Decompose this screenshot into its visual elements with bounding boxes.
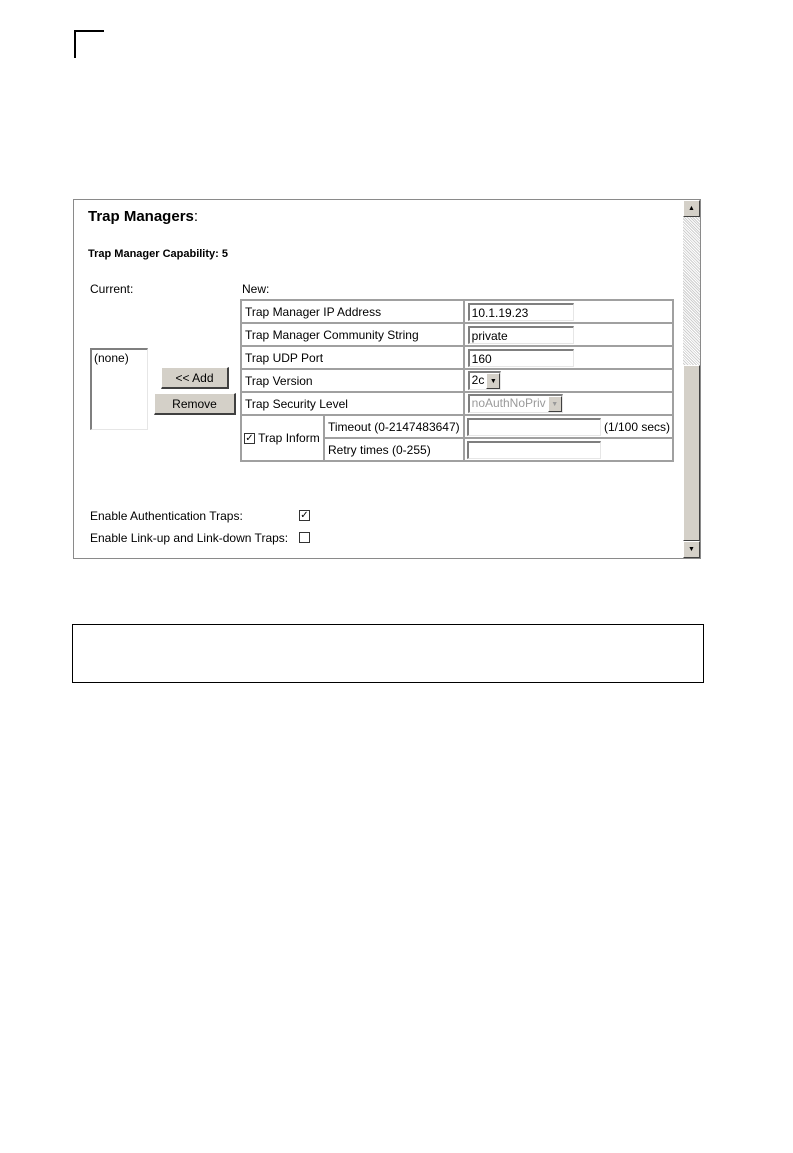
ip-address-row: [241, 300, 673, 323]
udp-port-input[interactable]: 160: [468, 349, 574, 367]
security-level-value: noAuthNoPriv: [471, 396, 546, 410]
community-string-input[interactable]: private: [468, 326, 574, 344]
timeout-unit: (1/100 secs): [603, 419, 671, 434]
page-corner-mark: [74, 30, 104, 58]
retry-label: Retry times (0-255): [324, 438, 464, 461]
scroll-down-icon[interactable]: ▼: [683, 541, 700, 558]
vertical-scrollbar[interactable]: [683, 200, 700, 558]
chevron-down-icon: ▼: [548, 396, 562, 412]
trap-version-select[interactable]: [468, 371, 502, 390]
community-string-label: Trap Manager Community String: [241, 323, 464, 346]
trap-manager-capability: Trap Manager Capability: 5: [88, 248, 228, 260]
scrollbar-track[interactable]: [683, 217, 700, 365]
trap-managers-window: [73, 199, 701, 559]
trap-version-value: 2c: [471, 373, 485, 387]
add-button[interactable]: << Add: [161, 367, 229, 389]
timeout-label: Timeout (0-2147483647): [324, 415, 464, 438]
link-traps-checkbox[interactable]: [299, 532, 310, 543]
new-label: New:: [242, 282, 270, 296]
security-level-row: [241, 392, 673, 415]
chevron-down-icon[interactable]: ▼: [486, 373, 500, 389]
list-item[interactable]: (none): [94, 351, 129, 365]
trap-version-row: [241, 369, 673, 392]
udp-port-label: Trap UDP Port: [241, 346, 464, 369]
note-box: [72, 624, 704, 683]
timeout-row: [241, 415, 673, 438]
ip-address-input[interactable]: 10.1.19.23: [468, 303, 574, 321]
auth-traps-label: Enable Authentication Traps:: [90, 509, 243, 523]
link-traps-label: Enable Link-up and Link-down Traps:: [90, 531, 289, 545]
ip-address-label: Trap Manager IP Address: [241, 300, 464, 323]
timeout-input[interactable]: [467, 418, 601, 436]
scroll-up-icon[interactable]: ▲: [683, 200, 700, 217]
new-trap-manager-table: [240, 299, 674, 462]
page-title-text: Trap Managers: [88, 208, 194, 225]
trap-inform-label: Trap Inform: [258, 431, 320, 445]
auth-traps-checkbox[interactable]: ✓: [300, 510, 309, 521]
current-trap-managers-list[interactable]: [90, 348, 148, 430]
remove-button[interactable]: Remove: [154, 393, 236, 415]
page-title-colon: :: [193, 208, 199, 225]
trap-inform-cell: [241, 415, 324, 461]
retry-input[interactable]: [467, 441, 601, 459]
page-title: [88, 208, 198, 225]
community-string-row: [241, 323, 673, 346]
scrollbar-thumb[interactable]: [683, 365, 700, 541]
security-level-label: Trap Security Level: [241, 392, 464, 415]
security-level-select: [468, 394, 563, 413]
trap-version-label: Trap Version: [241, 369, 464, 392]
udp-port-row: [241, 346, 673, 369]
current-label: Current:: [90, 282, 134, 296]
trap-managers-content: [74, 200, 683, 558]
trap-inform-checkbox[interactable]: ✓: [245, 433, 254, 445]
